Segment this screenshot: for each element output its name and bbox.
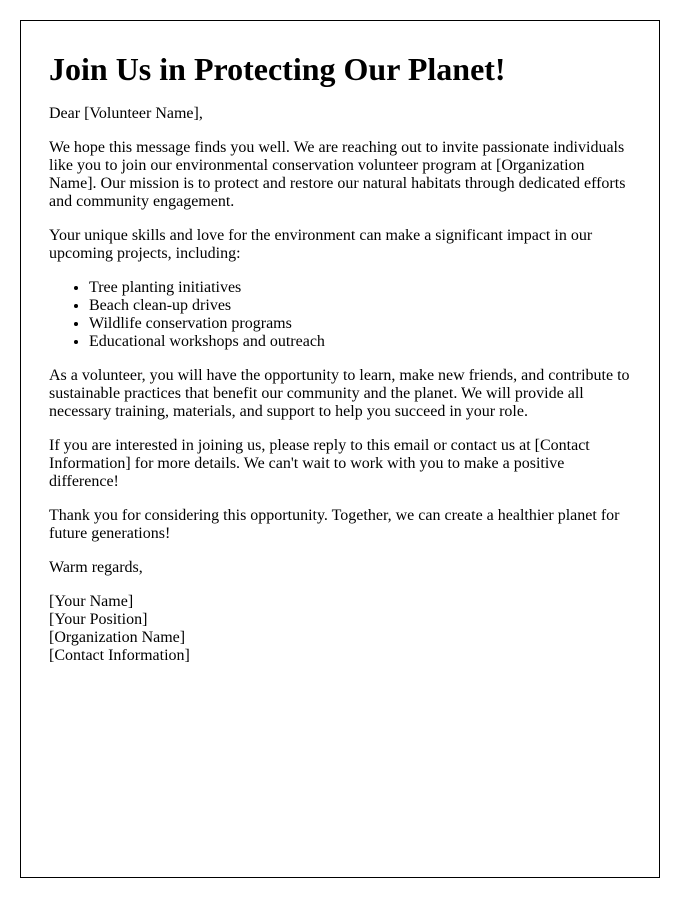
letter-page [20, 20, 660, 878]
volunteer-benefits-paragraph: As a volunteer, you will have the opportunity to learn, make new friends, and contribute to sustainable practices that benefit our community and the planet. We will provide all necessary training, materials, and support to help you succeed in your role. [49, 367, 630, 420]
sign-off: Warm regards, [49, 559, 143, 576]
thank-you-paragraph: Thank you for considering this opportunity. Together, we can create a healthier planet for future generations! [49, 507, 620, 542]
list-item: • Wildlife conservation programs [89, 315, 631, 333]
list-item: • Beach clean-up drives [89, 297, 631, 315]
signature-contact: [Contact Information] [49, 647, 190, 664]
list-item: • Tree planting initiatives [89, 279, 631, 297]
signature-organization: [Organization Name] [49, 629, 186, 646]
intro-paragraph: We hope this message finds you well. We are reaching out to invite passionate individuals like you to join our environmental conservation volunteer program at [Organization Name]. Our mission is to protect and restore our natural habitats through dedicated efforts and community engagement. [49, 139, 626, 210]
projects-intro-paragraph: Your unique skills and love for the environment can make a significant impact in our upcoming projects, including: [49, 227, 593, 262]
signature-block [49, 593, 631, 665]
signature-name: [Your Name] [49, 593, 134, 610]
list-item: • Educational workshops and outreach [89, 333, 631, 351]
signature-position: [Your Position] [49, 611, 148, 628]
contact-paragraph: If you are interested in joining us, please reply to this email or contact us at [Contact Information] for more details. We can't wait to work with you to make a positive difference! [49, 437, 590, 490]
projects-list [49, 279, 631, 351]
letter-title: Join Us in Protecting Our Planet! [49, 51, 506, 87]
greeting: Dear [Volunteer Name], [49, 105, 203, 122]
